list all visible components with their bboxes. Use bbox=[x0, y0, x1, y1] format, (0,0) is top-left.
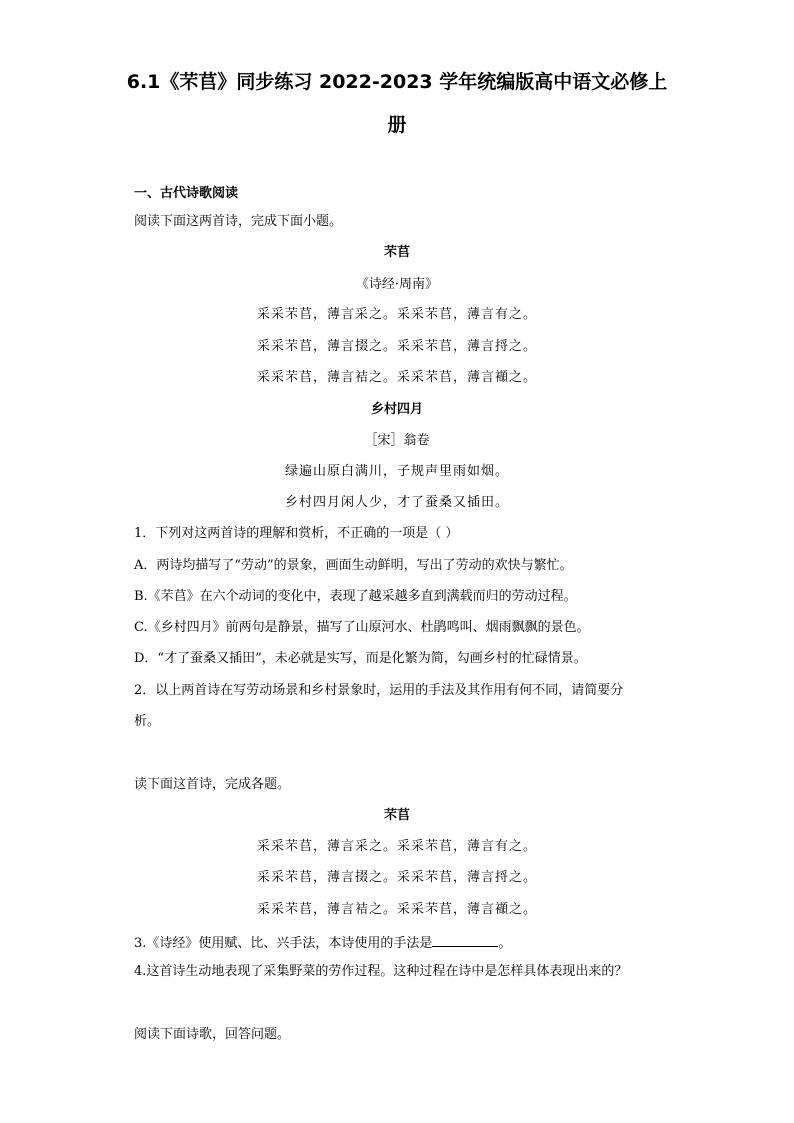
poem3-line-2: 采采芣苢，薄言掇之。采采芣苢，薄言捋之。 bbox=[256, 870, 537, 885]
question-1-option-a: A．两诗均描写了“劳动”的景象，画面生动鲜明，写出了劳动的欢快与繁忙。 bbox=[134, 558, 573, 573]
poem2-line-2: 乡村四月闲人少，才了蚕桑又插田。 bbox=[284, 495, 509, 510]
instruction-3: 阅读下面诗歌，回答问题。 bbox=[134, 1027, 291, 1042]
poem1-source: 《诗经·周南》 bbox=[355, 277, 439, 292]
document-title-line2: 册 bbox=[387, 114, 407, 136]
question-3-text: 3.《诗经》使用赋、比、兴手法，本诗使用的手法是 bbox=[134, 936, 433, 951]
question-3-end: 。 bbox=[498, 936, 512, 951]
document-title-line1: 6.1《芣苢》同步练习 2022-2023 学年统编版高中语文必修上 bbox=[126, 71, 668, 93]
question-2-line1: 2．以上两首诗在写劳动场景和乡村景象时，运用的手法及其作用有何不同，请简要分 bbox=[134, 683, 624, 698]
poem1-title: 芣苢 bbox=[383, 245, 410, 260]
poem3-line-1: 采采芣苢，薄言采之。采采芣苢，薄言有之。 bbox=[256, 839, 537, 854]
poem1-line-1: 采采芣苢，薄言采之。采采芣苢，薄言有之。 bbox=[256, 307, 537, 322]
question-1-option-d: D．“才了蚕桑又插田”，未必就是实写，而是化繁为简，勾画乡村的忙碌情景。 bbox=[134, 651, 587, 666]
question-1-option-b: B.《芣苢》在六个动词的变化中，表现了越采越多直到满载而归的劳动过程。 bbox=[134, 589, 577, 604]
poem2-title: 乡村四月 bbox=[370, 402, 423, 417]
poem1-line-2: 采采芣苢，薄言掇之。采采芣苢，薄言捋之。 bbox=[256, 339, 537, 354]
section-heading: 一、古代诗歌阅读 bbox=[134, 186, 239, 201]
poem3-line-3: 采采芣苢，薄言袺之。采采芣苢，薄言襭之。 bbox=[256, 902, 537, 917]
poem3-title: 芣苢 bbox=[383, 808, 410, 823]
answer-blank[interactable] bbox=[432, 932, 498, 947]
instruction-1: 阅读下面这两首诗，完成下面小题。 bbox=[134, 214, 343, 229]
poem2-line-1: 绿遍山原白满川，子规声里雨如烟。 bbox=[284, 464, 509, 479]
question-1-option-c: C.《乡村四月》前两句是静景，描写了山原河水、杜鹃鸣叫、烟雨飘飘的景色。 bbox=[134, 620, 590, 635]
question-3 bbox=[134, 932, 511, 953]
question-2-line2: 析。 bbox=[134, 714, 161, 729]
poem1-line-3: 采采芣苢，薄言袺之。采采芣苢，薄言襭之。 bbox=[256, 370, 537, 385]
instruction-2: 读下面这首诗，完成各题。 bbox=[134, 777, 291, 792]
poem2-author: ［宋］翁卷 bbox=[364, 433, 430, 448]
question-1-stem: 1．下列对这两首诗的理解和赏析，不正确的一项是（ ） bbox=[134, 526, 459, 541]
question-4: 4.这首诗生动地表现了采集野菜的劳作过程。这种过程在诗中是怎样具体表现出来的？ bbox=[134, 964, 628, 979]
